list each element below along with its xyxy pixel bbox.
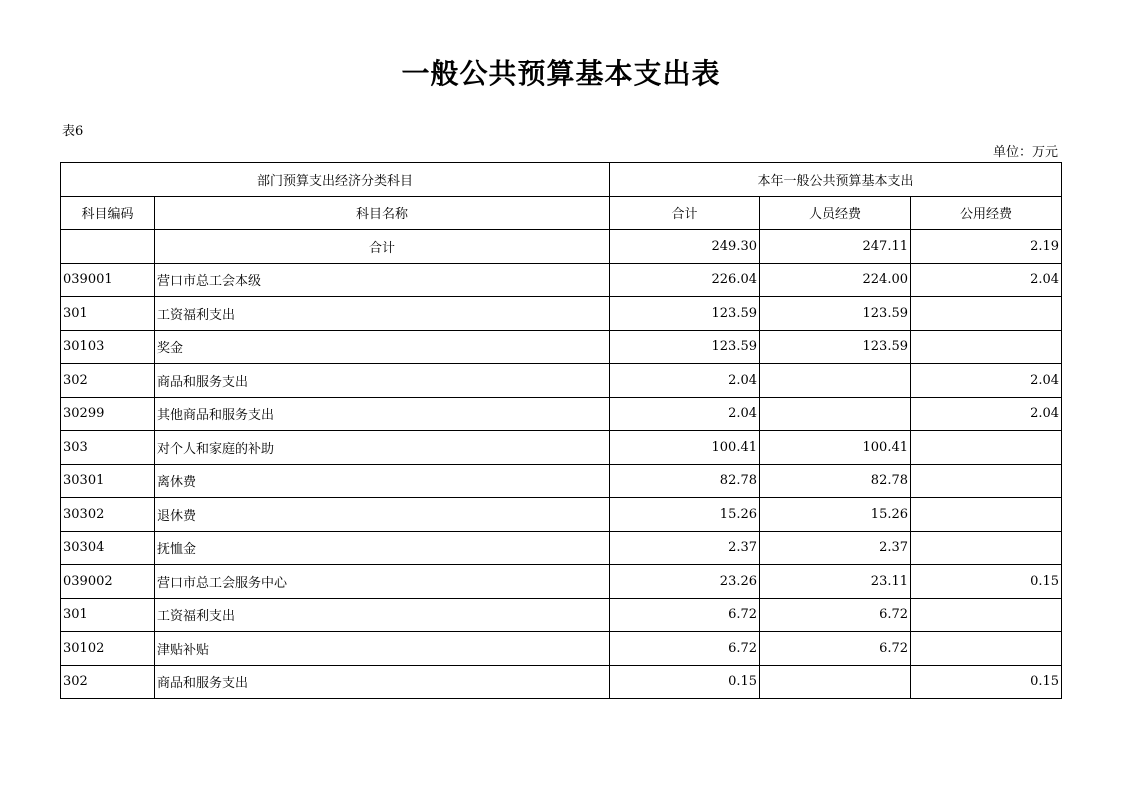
cell-personnel: 6.72 xyxy=(760,598,911,632)
header-group-row xyxy=(61,163,1062,197)
cell-public xyxy=(911,431,1062,465)
cell-total: 0.15 xyxy=(610,665,760,699)
cell-name: 营口市总工会本级 xyxy=(155,263,610,297)
cell-public: 2.04 xyxy=(911,263,1062,297)
cell-total: 226.04 xyxy=(610,263,760,297)
header-name: 科目名称 xyxy=(155,196,610,230)
cell-code: 301 xyxy=(61,297,155,331)
table-row xyxy=(61,598,1062,632)
cell-public: 0.15 xyxy=(911,665,1062,699)
table-row xyxy=(61,464,1062,498)
cell-total: 2.04 xyxy=(610,364,760,398)
cell-name: 对个人和家庭的补助 xyxy=(155,431,610,465)
table-row xyxy=(61,565,1062,599)
cell-personnel: 100.41 xyxy=(760,431,911,465)
cell-personnel xyxy=(760,665,911,699)
cell-code: 302 xyxy=(61,665,155,699)
table-row xyxy=(61,531,1062,565)
header-personnel: 人员经费 xyxy=(760,196,911,230)
header-public: 公用经费 xyxy=(911,196,1062,230)
cell-total: 6.72 xyxy=(610,598,760,632)
header-column-row xyxy=(61,196,1062,230)
cell-name: 商品和服务支出 xyxy=(155,665,610,699)
cell-total: 6.72 xyxy=(610,632,760,666)
cell-personnel: 82.78 xyxy=(760,464,911,498)
table-row xyxy=(61,263,1062,297)
table-row xyxy=(61,230,1062,264)
cell-total: 249.30 xyxy=(610,230,760,264)
cell-personnel xyxy=(760,364,911,398)
table-row xyxy=(61,431,1062,465)
cell-code: 303 xyxy=(61,431,155,465)
cell-name: 奖金 xyxy=(155,330,610,364)
cell-code: 30302 xyxy=(61,498,155,532)
cell-total: 2.37 xyxy=(610,531,760,565)
cell-personnel: 247.11 xyxy=(760,230,911,264)
cell-name: 合计 xyxy=(155,230,610,264)
cell-personnel xyxy=(760,397,911,431)
cell-total: 15.26 xyxy=(610,498,760,532)
cell-name: 其他商品和服务支出 xyxy=(155,397,610,431)
table-row xyxy=(61,330,1062,364)
header-code: 科目编码 xyxy=(61,196,155,230)
cell-code: 30102 xyxy=(61,632,155,666)
cell-public xyxy=(911,297,1062,331)
cell-code: 30304 xyxy=(61,531,155,565)
cell-code: 039002 xyxy=(61,565,155,599)
cell-name: 津贴补贴 xyxy=(155,632,610,666)
cell-public: 0.15 xyxy=(911,565,1062,599)
cell-name: 抚恤金 xyxy=(155,531,610,565)
cell-code: 30299 xyxy=(61,397,155,431)
cell-name: 退休费 xyxy=(155,498,610,532)
cell-public xyxy=(911,598,1062,632)
table-row xyxy=(61,297,1062,331)
cell-name: 离休费 xyxy=(155,464,610,498)
cell-code xyxy=(61,230,155,264)
header-basic-expenditure: 本年一般公共预算基本支出 xyxy=(610,163,1062,197)
cell-total: 123.59 xyxy=(610,330,760,364)
cell-personnel: 2.37 xyxy=(760,531,911,565)
cell-public xyxy=(911,632,1062,666)
cell-public: 2.04 xyxy=(911,397,1062,431)
cell-personnel: 224.00 xyxy=(760,263,911,297)
cell-public xyxy=(911,498,1062,532)
cell-code: 30103 xyxy=(61,330,155,364)
cell-code: 301 xyxy=(61,598,155,632)
cell-personnel: 123.59 xyxy=(760,330,911,364)
cell-code: 30301 xyxy=(61,464,155,498)
cell-public xyxy=(911,531,1062,565)
cell-personnel: 6.72 xyxy=(760,632,911,666)
cell-personnel: 23.11 xyxy=(760,565,911,599)
table-row xyxy=(61,397,1062,431)
cell-code: 039001 xyxy=(61,263,155,297)
table-row xyxy=(61,632,1062,666)
cell-public xyxy=(911,464,1062,498)
cell-total: 100.41 xyxy=(610,431,760,465)
budget-table xyxy=(60,162,1062,699)
cell-total: 82.78 xyxy=(610,464,760,498)
cell-public: 2.19 xyxy=(911,230,1062,264)
cell-personnel: 123.59 xyxy=(760,297,911,331)
table-row xyxy=(61,665,1062,699)
cell-name: 工资福利支出 xyxy=(155,598,610,632)
cell-name: 工资福利支出 xyxy=(155,297,610,331)
table-row xyxy=(61,364,1062,398)
page-title: 一般公共预算基本支出表 xyxy=(401,57,721,90)
header-economic-category: 部门预算支出经济分类科目 xyxy=(61,163,610,197)
unit-label: 单位：万元 xyxy=(992,145,1058,160)
cell-personnel: 15.26 xyxy=(760,498,911,532)
table-number: 表6 xyxy=(62,124,84,139)
table-row xyxy=(61,498,1062,532)
cell-total: 123.59 xyxy=(610,297,760,331)
cell-public xyxy=(911,330,1062,364)
cell-name: 营口市总工会服务中心 xyxy=(155,565,610,599)
cell-total: 23.26 xyxy=(610,565,760,599)
cell-code: 302 xyxy=(61,364,155,398)
cell-total: 2.04 xyxy=(610,397,760,431)
header-total: 合计 xyxy=(610,196,760,230)
cell-public: 2.04 xyxy=(911,364,1062,398)
cell-name: 商品和服务支出 xyxy=(155,364,610,398)
